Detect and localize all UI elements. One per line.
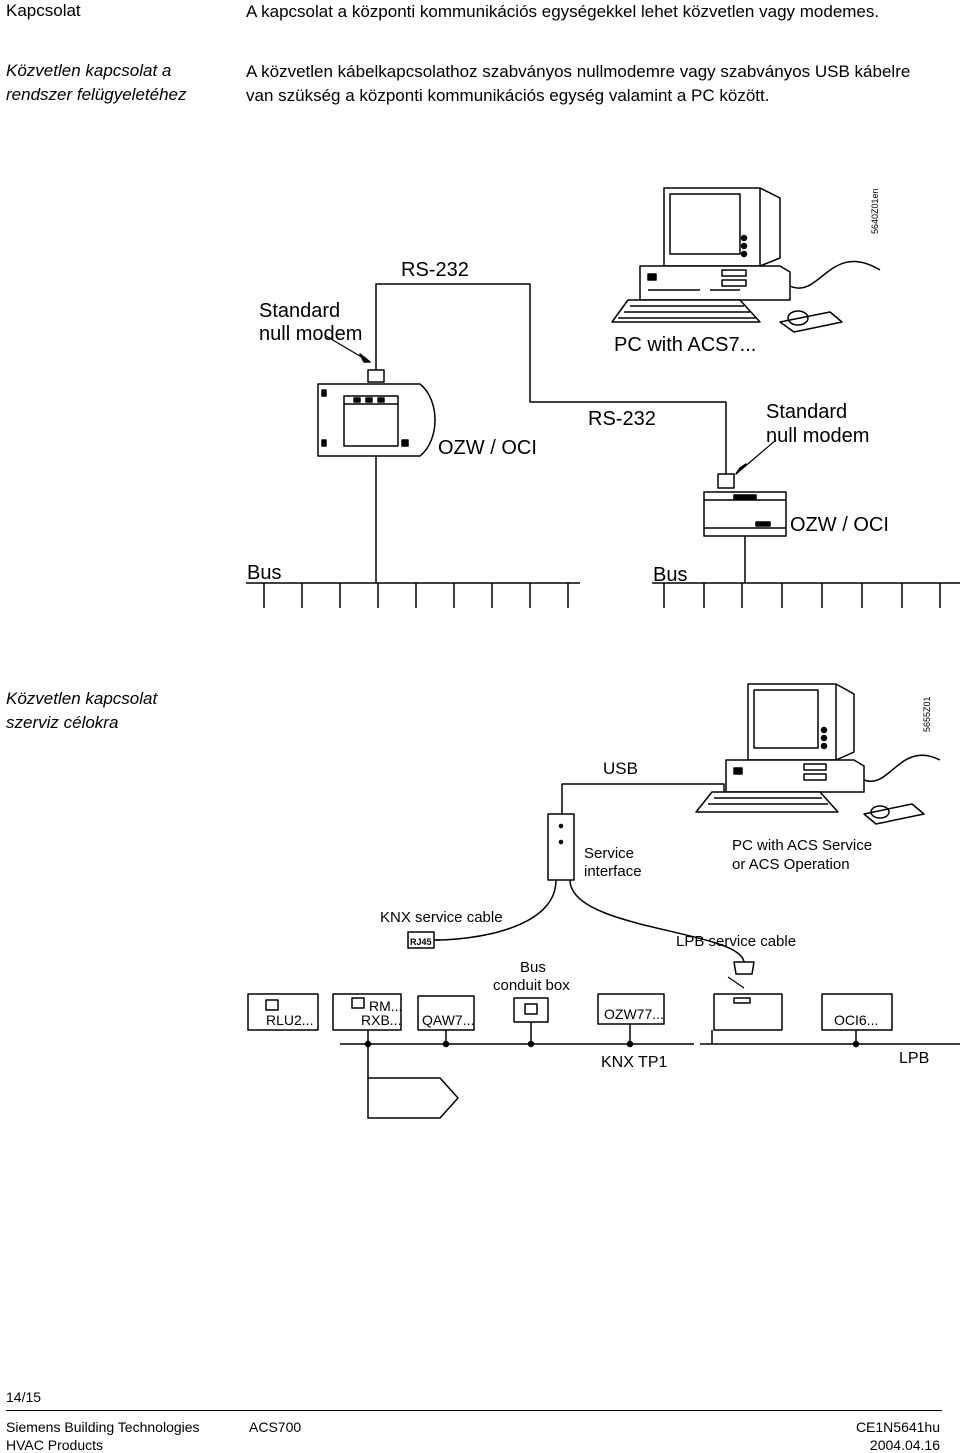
section-heading-szerviz-1: Közvetlen kapcsolat	[6, 689, 158, 708]
service-interface-label-2: interface	[584, 863, 642, 880]
bus-right-label: Bus	[653, 564, 688, 586]
page-number: 14/15	[6, 1389, 42, 1405]
oci6-label: OCI6...	[834, 1012, 879, 1028]
section-text-line-1: A közvetlen kábelkapcsolathoz szabványos nullmodemre vagy szabványos USB kábelre	[246, 62, 911, 81]
rxb-label: RXB...	[361, 1012, 402, 1028]
bus-conduit-box-label-2: conduit box	[493, 977, 570, 994]
ozw-oci-device-icon	[318, 384, 435, 456]
ozw77-label: OZW77...	[604, 1006, 664, 1022]
null-modem-left-label-2: null modem	[259, 323, 363, 345]
section-text-line-2: van szükség a központi kommunikációs egység valamint a PC között.	[246, 86, 770, 105]
rj45-label: RJ45	[410, 937, 432, 947]
rlu-label: RLU2...	[266, 1012, 314, 1028]
footer-product: ACS700	[249, 1419, 302, 1435]
lpb-label: LPB	[899, 1050, 930, 1067]
rs232-top-label: RS-232	[401, 259, 469, 281]
footer-doc-id: CE1N5641hu	[855, 1419, 940, 1435]
diagram2-ref: 5655Z01	[922, 696, 932, 732]
knx-tp1-label: KNX TP1	[601, 1054, 668, 1071]
usb-label: USB	[603, 759, 638, 778]
footer-date: 2004.04.16	[869, 1437, 940, 1453]
ozw-oci-rail-device-icon	[704, 474, 786, 536]
null-modem-right-label-1: Standard	[766, 401, 848, 423]
footer-divider	[6, 1410, 942, 1411]
pc-label: PC with ACS7...	[614, 334, 757, 356]
pc-service-label-2: or ACS Operation	[732, 856, 850, 873]
rm-label: RM...	[369, 998, 403, 1014]
pc-computer-icon	[612, 188, 880, 332]
section-heading-felugyelet-2: rendszer felügyeletéhez	[6, 85, 187, 104]
section-heading-szerviz-2: szerviz célokra	[6, 713, 119, 732]
null-modem-left-label-1: Standard	[259, 300, 341, 322]
service-interface-label-1: Service	[584, 845, 635, 862]
bus-conduit-box-label-1: Bus	[520, 959, 546, 976]
lpb-service-cable-label: LPB service cable	[676, 933, 797, 950]
service-interface-icon	[548, 814, 574, 880]
diagram1-ref: 5640Z01en	[870, 188, 880, 234]
pc-service-computer-icon	[696, 684, 940, 824]
ozw-oci-left-label: OZW / OCI	[438, 437, 537, 459]
section-heading-felugyelet-1: Közvetlen kapcsolat a	[6, 61, 172, 80]
pc-service-label-1: PC with ACS Service	[732, 837, 873, 854]
ozw-oci-right-label: OZW / OCI	[790, 514, 889, 536]
qaw-label: QAW7...	[422, 1012, 475, 1028]
section-text-kapcsolat: A kapcsolat a központi kommunikációs egységekkel lehet közvetlen vagy modemes.	[246, 2, 880, 21]
section-heading-kapcsolat: Kapcsolat	[6, 1, 81, 20]
knx-service-cable-label: KNX service cable	[380, 909, 503, 926]
bus-left-label: Bus	[247, 562, 282, 584]
rs232-mid-label: RS-232	[588, 408, 656, 430]
footer-division: HVAC Products	[6, 1437, 103, 1453]
footer-company: Siemens Building Technologies	[6, 1419, 200, 1435]
null-modem-right-label-2: null modem	[766, 425, 870, 447]
